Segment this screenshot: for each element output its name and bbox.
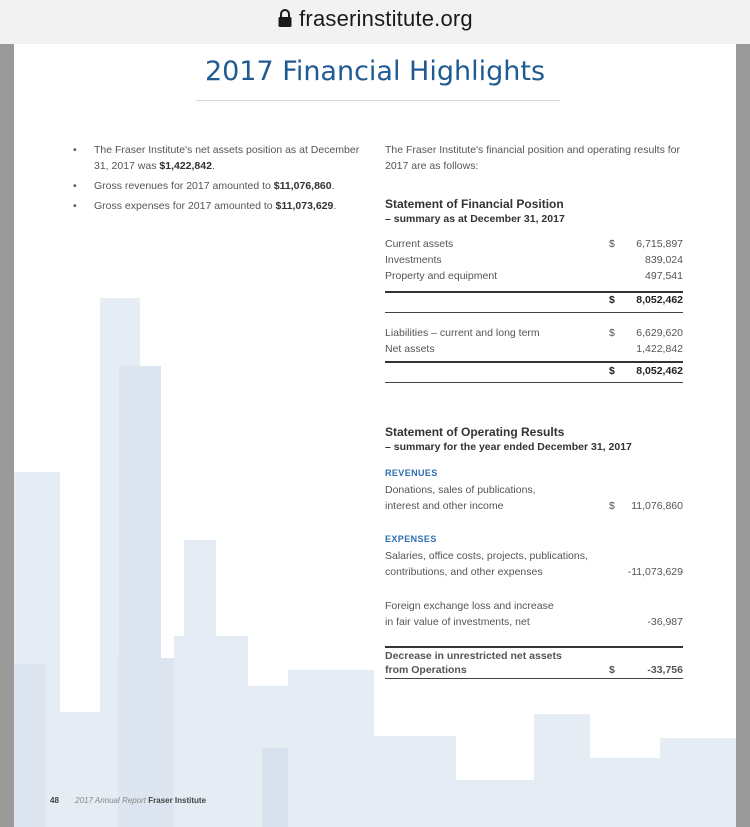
table-row [385, 343, 683, 359]
list-item [68, 178, 368, 194]
table-row [385, 270, 683, 286]
bullet-icon: • [73, 144, 77, 156]
revenues-row [385, 482, 683, 514]
expenses-heading: EXPENSES [385, 534, 437, 544]
result-rule [385, 646, 683, 648]
bullet-suffix: . [211, 160, 215, 172]
currency-symbol: $ [609, 238, 615, 250]
row-label: Property and equipment [385, 270, 498, 282]
title-divider [196, 100, 560, 101]
list-item [68, 198, 368, 214]
list-item [68, 142, 368, 174]
currency-symbol: $ [609, 365, 615, 377]
expenses-row [385, 548, 683, 580]
row-value: 6,629,620 [636, 327, 683, 339]
row-value: -33,756 [647, 664, 683, 676]
row-value: -11,073,629 [627, 566, 683, 578]
currency-symbol: $ [609, 664, 615, 676]
row-value: 839,024 [645, 254, 683, 266]
bullet-text: Gross expenses for 2017 amounted to [94, 200, 276, 212]
bullet-text: The Fraser Institute's net assets position as at December 31, 2017 was [94, 144, 360, 172]
currency-symbol: $ [609, 327, 615, 339]
lock-icon [277, 8, 293, 28]
bullet-icon: • [73, 200, 77, 212]
operating-results-header [385, 424, 685, 455]
intro-text: The Fraser Institute's financial position and operating results for 2017 are as follows: [385, 144, 680, 172]
bullet-suffix: . [333, 200, 337, 212]
address-bar[interactable] [0, 0, 750, 45]
row-label-line2: contributions, and other expenses [385, 566, 543, 578]
row-label-line1: Donations, sales of publications, [385, 484, 536, 496]
total-row [385, 365, 683, 381]
row-value: -36,987 [647, 616, 683, 628]
row-label-line2: interest and other income [385, 500, 504, 512]
table-row [385, 254, 683, 270]
row-value: 6,715,897 [636, 238, 683, 250]
viewer-margin-right [736, 44, 750, 827]
viewer-margin-left [0, 44, 14, 827]
org-name: Fraser Institute [148, 796, 207, 805]
url-text: fraserinstitute.org [299, 6, 473, 31]
row-label: Liabilities – current and long term [385, 327, 540, 339]
report-name: 2017 Annual Report [75, 796, 147, 805]
section-subtitle: – summary for the year ended December 31, 2017 [385, 441, 632, 453]
row-label-line1: Salaries, office costs, projects, publications, [385, 550, 588, 562]
bullet-icon: • [73, 180, 77, 192]
bullet-value: $11,073,629 [275, 200, 334, 212]
bullet-value: $11,076,860 [273, 180, 332, 192]
page-number: 48 [50, 796, 59, 805]
decrease-row [385, 649, 683, 677]
page-title: 2017 Financial Highlights [204, 56, 546, 87]
subtotal-rule [385, 291, 683, 293]
total-rule [385, 312, 683, 313]
section-title: Statement of Financial Position [385, 197, 564, 211]
row-label-line1: Decrease in unrestricted net assets [385, 650, 562, 662]
bullet-value: $1,422,842 [159, 160, 212, 172]
result-bottom-rule [385, 678, 683, 679]
row-value: 497,541 [645, 270, 683, 282]
row-label: Investments [385, 254, 442, 266]
total-row [385, 294, 683, 310]
table-row [385, 327, 683, 343]
row-label-line2: in fair value of investments, net [385, 616, 530, 628]
financial-position-header [385, 196, 685, 227]
table-row [385, 238, 683, 254]
bullet-text: Gross revenues for 2017 amounted to [94, 180, 274, 192]
row-label-line2: from Operations [385, 664, 467, 676]
row-label: Current assets [385, 238, 454, 250]
url-display[interactable] [0, 6, 750, 32]
section-subtitle: – summary as at December 31, 2017 [385, 213, 565, 225]
total-value: 8,052,462 [636, 365, 683, 377]
page-footer [50, 796, 206, 805]
total-value: 8,052,462 [636, 294, 683, 306]
row-label-line1: Foreign exchange loss and increase [385, 600, 554, 612]
row-value: 1,422,842 [636, 343, 683, 355]
row-label: Net assets [385, 343, 435, 355]
section-title: Statement of Operating Results [385, 425, 565, 439]
revenues-heading: REVENUES [385, 468, 438, 478]
total-rule [385, 382, 683, 383]
fx-row [385, 598, 683, 630]
subtotal-rule [385, 361, 683, 363]
highlights-list [68, 142, 368, 218]
currency-symbol: $ [609, 500, 615, 512]
bullet-suffix: . [331, 180, 335, 192]
row-value: 11,076,860 [631, 500, 683, 512]
currency-symbol: $ [609, 294, 615, 306]
